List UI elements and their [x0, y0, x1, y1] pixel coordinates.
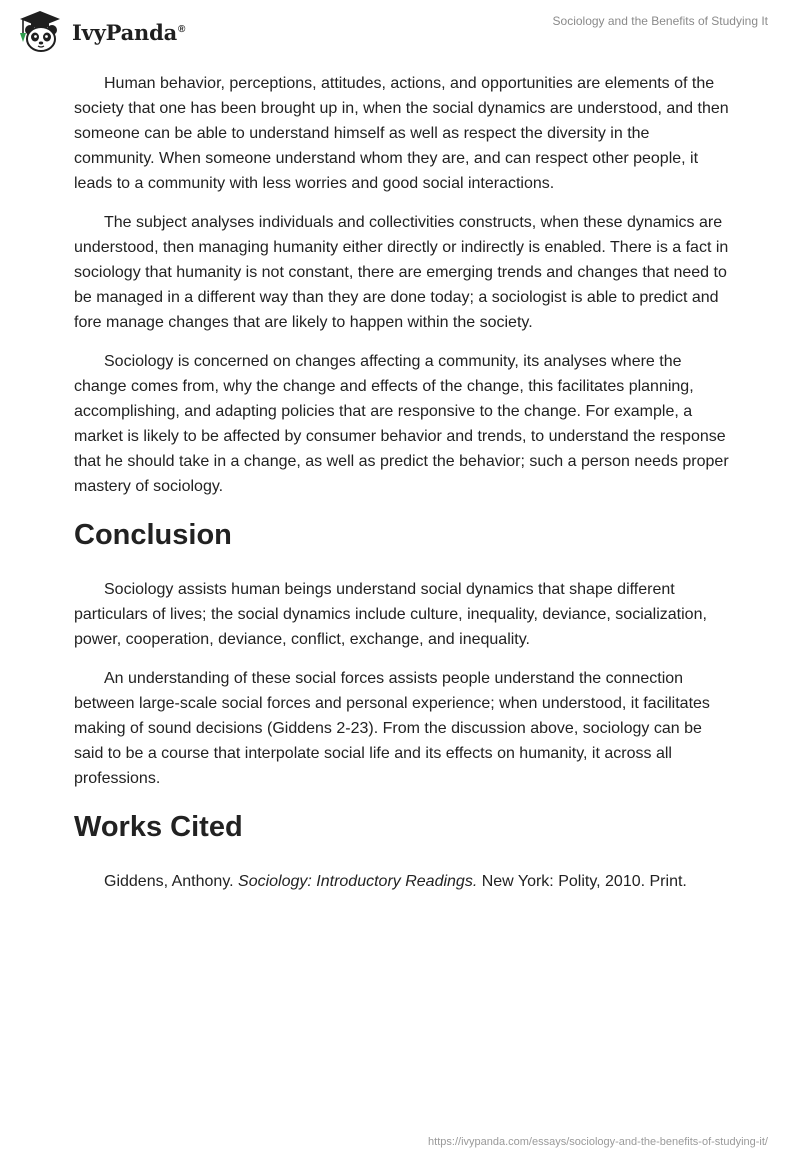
document-title: Sociology and the Benefits of Studying It [552, 14, 768, 28]
essay-body [74, 71, 730, 908]
brand-name: IvyPanda® [72, 19, 186, 45]
citation-author: Giddens, Anthony. [104, 873, 239, 890]
paragraph: Sociology is concerned on changes affecting a community, its analyses where the change comes from, why the change and effects of the change, this facilitates planning, accomplishing, and adapting policies that are responsive to the change. For example, a market is likely to be affected by consumer behavior and trends, to understand the response that he should take in a change, as well as predict the behavior; such a person needs proper mastery of sociology. [74, 353, 729, 495]
source-url[interactable]: https://ivypanda.com/essays/sociology-and-the-benefits-of-studying-it/ [428, 1136, 768, 1148]
section-heading-conclusion: Conclusion [74, 519, 232, 551]
citation-publication: New York: Polity, 2010. Print. [477, 873, 687, 890]
citation-entry [74, 869, 730, 894]
page-header [0, 0, 800, 60]
paragraph: The subject analyses individuals and collectivities constructs, when these dynamics are understood, then managing humanity either directly or indirectly is enabled. There is a fact in sociology that humanity is not constant, there are emerging trends and changes that need to be managed in a different way than they are done today; a sociologist is able to predict and fore manage changes that are likely to happen within the society. [74, 214, 729, 331]
paragraph: Human behavior, perceptions, attitudes, actions, and opportunities are elements of the society that one has been brought up in, when the social dynamics are understood, and then someone can be able to understand himself as well as respect the diversity in the community. When someone understand whom they are, and can respect other people, it leads to a community with less worries and good social interactions. [74, 75, 729, 192]
panda-graduate-icon [14, 8, 66, 54]
section-heading-works-cited: Works Cited [74, 811, 243, 843]
paragraph: Sociology assists human beings understand social dynamics that shape different particulars of lives; the social dynamics include culture, inequality, deviance, socialization, power, cooperation, deviance, conflict, exchange, and inequality. [74, 581, 707, 648]
brand-logo[interactable] [14, 8, 185, 54]
citation-title: Sociology: Introductory Readings. [238, 873, 478, 890]
paragraph: An understanding of these social forces assists people understand the connection between large-scale social forces and personal experience; when understood, it facilitates making of sound decisions (Giddens 2-23). From the discussion above, sociology can be said to be a course that interpolate social life and its effects on humanity, it across all professions. [74, 670, 710, 787]
registered-mark: ® [178, 23, 186, 35]
